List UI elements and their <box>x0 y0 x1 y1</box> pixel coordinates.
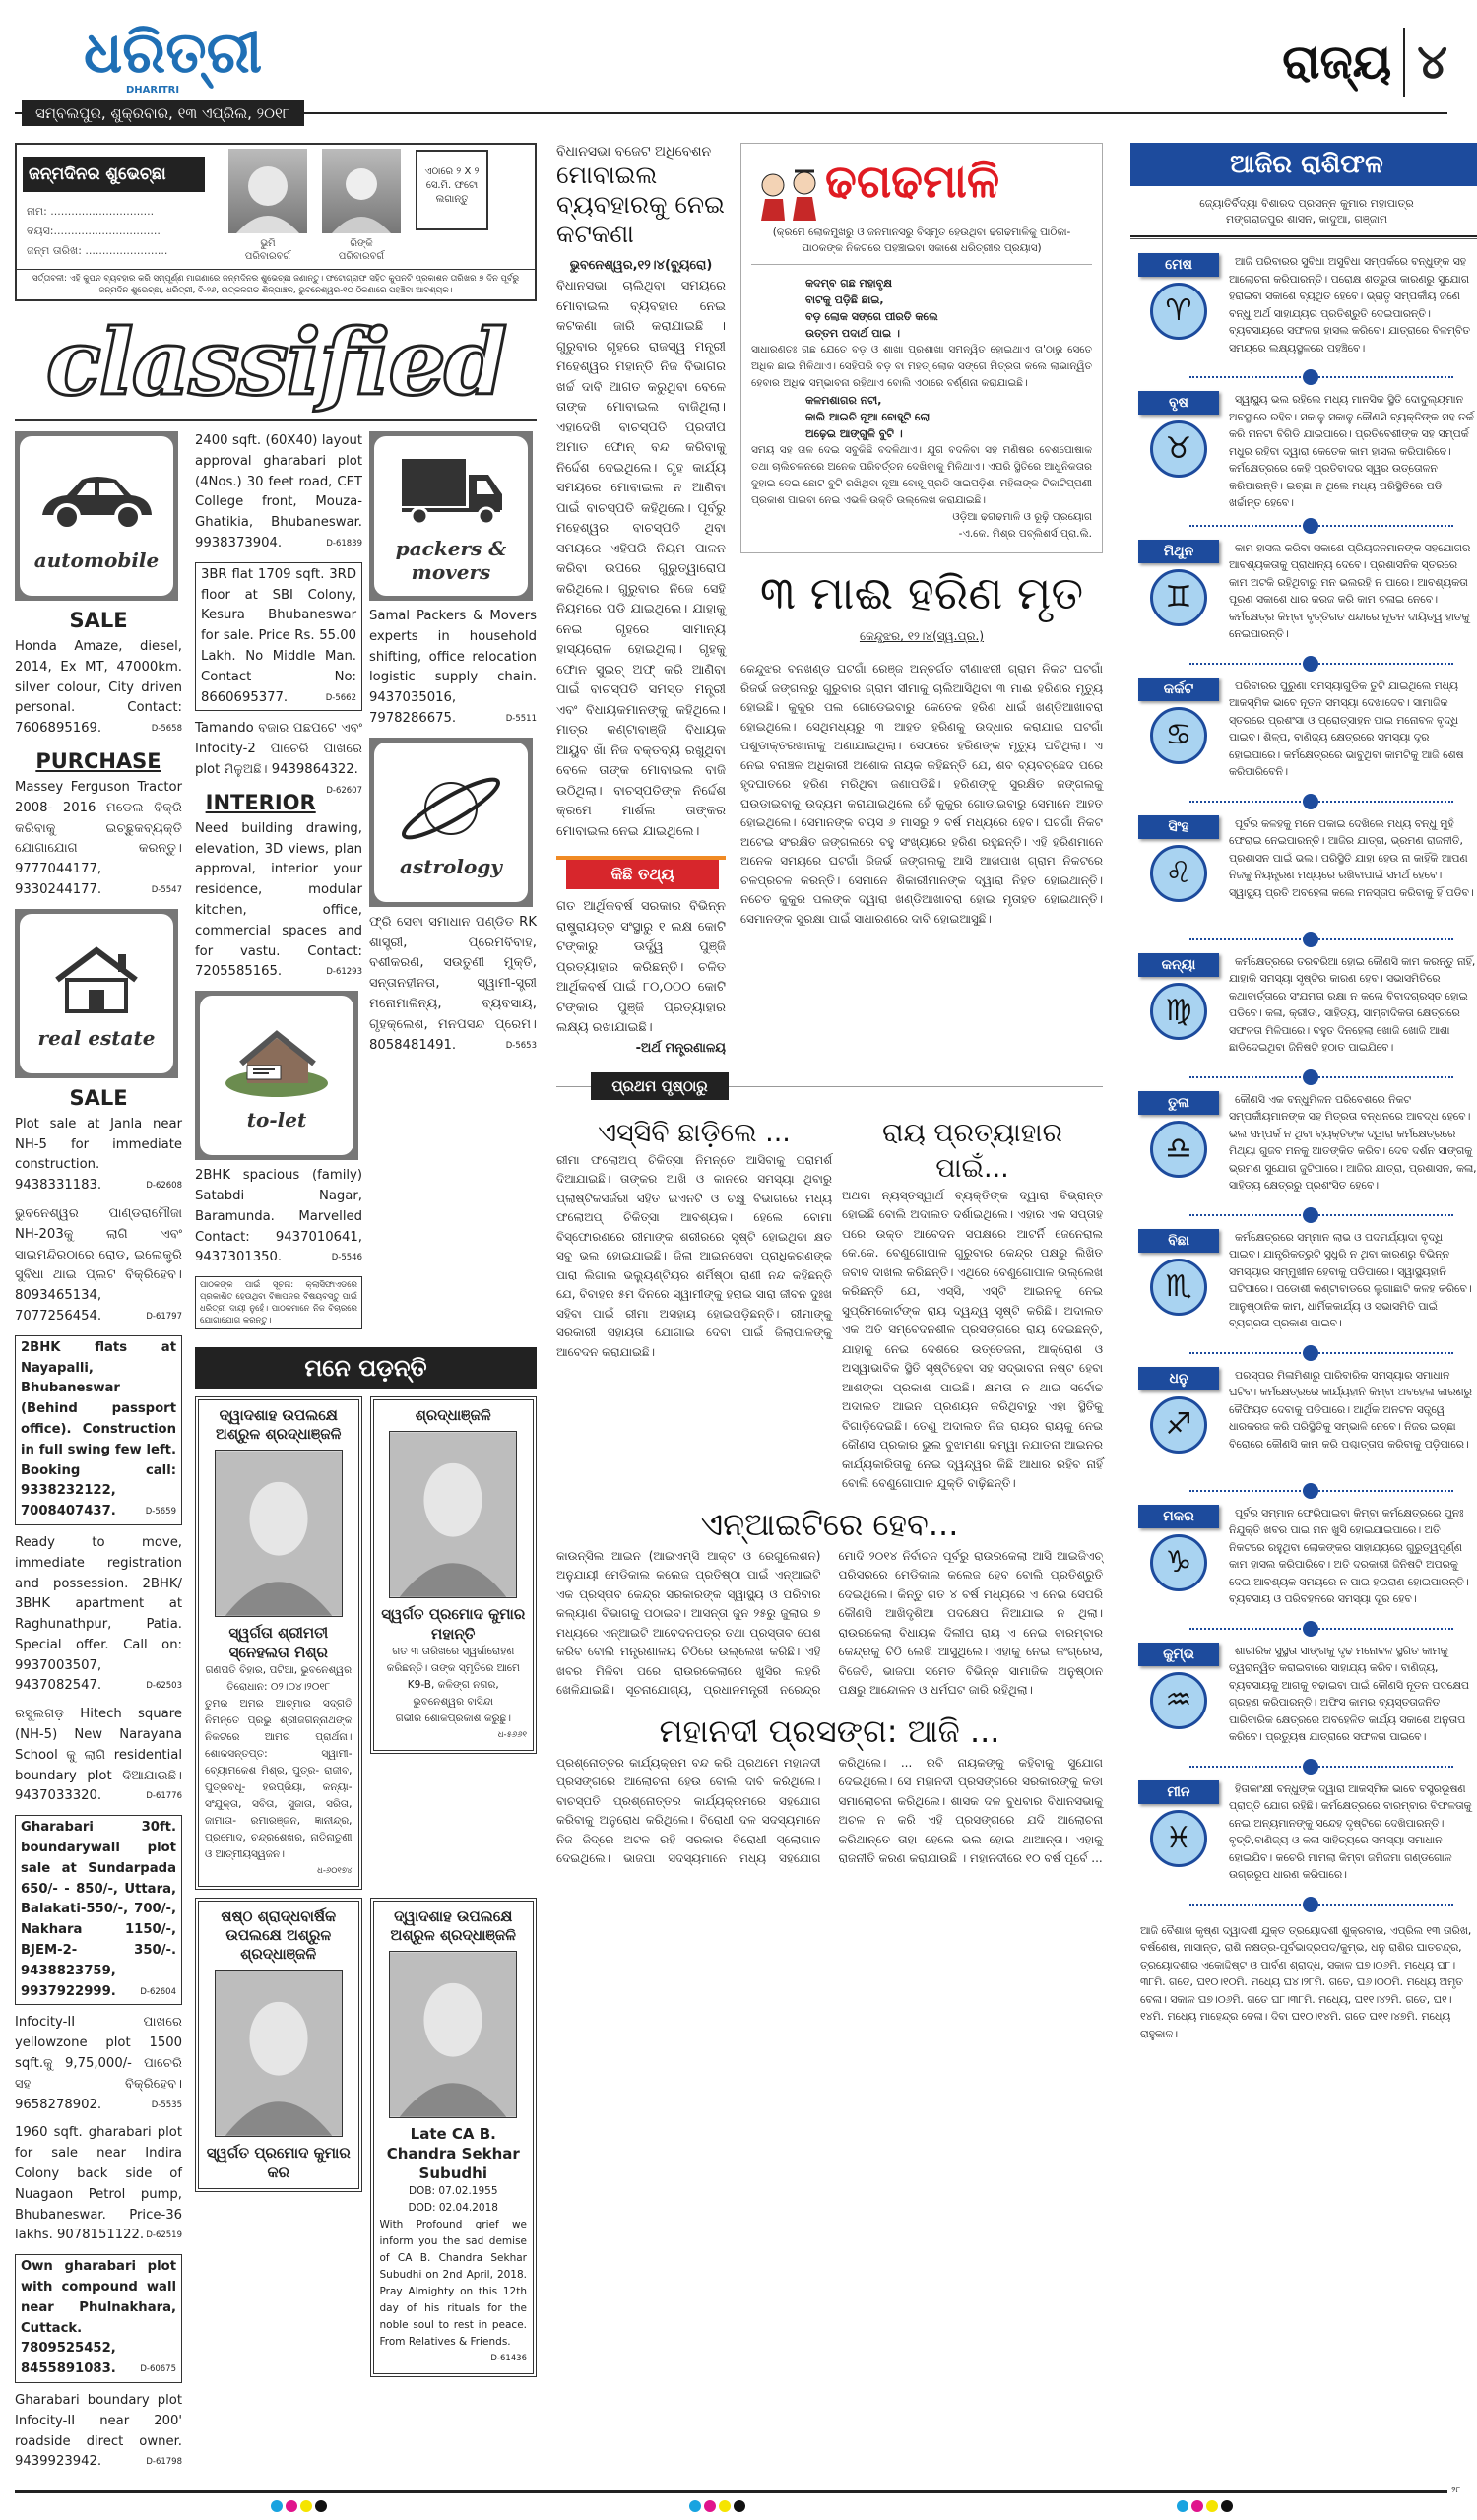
classified-column-3 <box>369 431 537 1064</box>
dharitri-logo: ଧରିତ୍ରୀ <box>84 19 263 86</box>
astrologer-address: ମଙ୍ଗରାଜପୁର ଶାସନ, କାଦୁଆ, ଗଞ୍ଜାମ <box>1225 213 1388 226</box>
ad-text: 2400 sqft. (60X40) layout approval gharabari plot (4Nos.) 30 feet road, CET College front, Mouza-Ghatikia, Bhubaneswar. 9938373904. <box>195 433 362 550</box>
age-field[interactable]: ବୟସ:............................... <box>27 225 161 237</box>
obituary-grid <box>195 1396 537 2377</box>
classified-ad <box>195 819 362 983</box>
sign-3 <box>1130 540 1477 650</box>
classified-ad <box>15 637 182 740</box>
verse-2 <box>751 392 1092 442</box>
article-kicker: ବିଧାନସଭା ବଜେଟ ଅଧିବେଶନ <box>556 144 712 160</box>
article-body: କାଉନ୍‌ସିଲ ଆଇନ (ଆଇଏମ୍‌ସି ଆକ୍ଟ ଓ ରେଗୁଲେଶନ) ଅନୁଯାୟୀ ମେଡିକାଲ କଲେଜ ପ୍ରତିଷ୍ଠା ପାଇଁ ଏନ୍‌ଆଇଟି ଏକ ପ୍ରସ୍ତାବ କେନ୍ଦ୍ର ସରକାରଙ୍କ ସ୍ୱାସ୍ଥ୍ୟ ଓ ପରିବାର କଲ୍ୟାଣ ବିଭାଗକୁ ପଠାଇବ। ଆସନ୍ତା ଜୁନ ୨୫ରୁ ଜୁଲାଇ ୭ ମଧ୍ୟରେ ଏନ୍‌ଆଇଟି ଆବେଦନପତ୍ର ତଥା ପ୍ରସ୍ତାବ ପେଶ କରିବ ବୋଲି ମନ୍ତ୍ରଣାଳୟ ଚିଠିରେ ଉଲ୍ଲେଖ କରିଛି। ଏହି ଖବର ମିଳିବା ପରେ ରାଉରକେଲାରେ ଖୁସିର ଲହରି ଖେଳିଯାଇଛି। ସୂଚନାଯୋଗ୍ୟ, ପ୍ରଧାନମନ୍ତ୍ରୀ ନରେନ୍ଦ୍ର ମୋଦି ୨୦୧୪ ନିର୍ବାଚନ ପୂର୍ବରୁ ରାଉରକେଲା ଆସି ଆଇଜିଏଚ୍ ପରିସରରେ ମେଡିକାଲ କଲେଜ ହେବ ବୋଲି ପ୍ରତିଶ୍ରୁତି ଦେଇଥିଲେ। କିନ୍ତୁ ଗତ ୪ ବର୍ଷ ମଧ୍ୟରେ ଏ ନେଇ ସେପରି କୌଣସି ଆଖିଦୃଶିଆ ପଦକ୍ଷେପ ନିଆଯାଇ ନ ଥିଲା। ରାଉରକେଲା ବିଧାୟକ ଦିଲୀପ ରାୟ ଏ ନେଇ ବାରମ୍ବାର କେନ୍ଦ୍ରକୁ ଚିଠି ଲେଖି ଆସୁଥିଲେ। ଏହାକୁ ନେଇ କଂଗ୍ରେସ, ବିଜେଡି, ଭାଜପା ସମେତ ବିଭିନ୍ନ ସାମାଜିକ ଅନୁଷ୍ଠାନ ପକ୍ଷରୁ ଆନ୍ଦୋଳନ ଓ ଧର୍ମଘଟ ଜାରି ରହିଥିଲା। <box>556 1548 1103 1697</box>
article-body: ଅଥବା ନ୍ୟସ୍ତସ୍ୱାର୍ଥ ବ୍ୟକ୍ତିଙ୍କ ଦ୍ୱାରା ବିଭ୍ରାନ୍ତ ହୋଇଛି ବୋଲି ଅଦାଲତ ଦର୍ଶାଇଥିଲେ। ଏହାର ଏକ ସପ୍ତାହ ପରେ ଉକ୍ତ ଆବେଦନ ସପକ୍ଷରେ ଆଟର୍ନି ଜେନେରାଲ କେ.କେ. ବେଣୁଗୋପାଳ ଗୁରୁବାର କେନ୍ଦ୍ର ପକ୍ଷରୁ ଲିଖିତ ଜବାବ ଦାଖଲ କରିଛନ୍ତି। ଏଥିରେ ବେଣୁଗୋପାଳ ଉଲ୍ଲେଖ କରିଛନ୍ତି ଯେ, ଏସ୍‌ସି, ଏସ୍‌ଟି ଆଇନକୁ ନେଇ ସୁପ୍ରିମକୋର୍ଟଙ୍କ ରାୟ ଦ୍ୱନ୍ଦ୍ୱ ସୃଷ୍ଟି କରିଛି। ଅଦାଲତ ଏକ ଅତି ସମ୍ବେଦନଶୀଳ ପ୍ରସଙ୍ଗରେ ରାୟ ଦେଇଛନ୍ତି, ଯାହାକୁ ନେଇ ଦେଶରେ ଉତ୍ତେଜନା, ଆକ୍ରୋଶ ଓ ଅସ୍ୱାଭାବିକ ସ୍ଥିତି ସୃଷ୍ଟିହେବା ସହ ସଦ୍ଭାବନା ନଷ୍ଟ ହେବା ଆଶଙ୍କା ପ୍ରକାଶ ପାଇଛି। କ୍ଷମତା ନ ଥାଇ ସର୍ବୋଚ୍ଚ ଅଦାଲତ ଆଇନ ପ୍ରଣୟନ କରିଥିବାରୁ ଏହା ସ୍ଥିତିକୁ ବିଗାଡ଼ିଦେଇଛି। ତେଣୁ ଅଦାଲତ ନିଜ ରାୟର ରାୟକୁ ନେଇ କୌଣସ ପ୍ରକାର ଭୁଲ ବୁଝାମଣା କମ୍ୱା ନଯାତନା ଆଇନର କାର୍ଯ୍ୟକାରିତାକୁ ନେଇ ଦ୍ୱନ୍ଦ୍ୱର କିଛି ଆଧାର ରହିବ ନାହିଁ ବୋଲି ବେଣୁଗୋପାଳ ଯୁକ୍ତି ବାଢ଼ିଛନ୍ତି। <box>842 1188 1103 1490</box>
category-heading: SALE <box>69 1085 128 1110</box>
portrait-photo <box>389 1951 517 2118</box>
portrait-photo <box>215 1970 343 2137</box>
ad-text: 1960 sqft. gharabari plot for sale near Indira Colony back side of Nuagaon Petrol pump, Bhubaneswar. Price-36 lakhs. 9078151122. <box>15 2125 182 2243</box>
category-label: automobile <box>33 549 160 572</box>
page-bottom-rule <box>15 2490 1447 2493</box>
classified-ad <box>15 778 182 901</box>
truck-icon <box>392 448 510 533</box>
zodiac-7-icon: ♎ <box>1150 1121 1207 1178</box>
ad-text: Infocity-II ପାଖରେ yellowzone plot 1500 sqft.କୁ 9,75,000/- ପାଚେରି ସହ ବିକ୍ରିହେବ। 9658278902. <box>15 2015 182 2112</box>
house-category-card <box>15 909 178 1078</box>
article-dateline: କେନ୍ଦୁଝର, ୧୨।୪(ସ୍ୱ.ପ୍ର.) <box>859 629 985 643</box>
ad-code: D-5658 <box>151 724 182 735</box>
dotted-separator <box>1130 1203 1477 1227</box>
horoscope-title: ଆଜିର ରାଶିଫଳ <box>1130 143 1477 186</box>
explanation-2: ସମୟ ସହ ତାଳ ଦେଇ ସବୁକିଛି ବଦଳିଥାଏ। ଯୁଗ ବଦଳିବା ସହ ମଣିଷର ବେଶପୋଷାକ ତଥା ଚାଲିଚଳନରେ ଅନେକ ପରିବର୍ତ୍ତନ ଦେଖିବାକୁ ମିଳିଥାଏ। ଏପରି ସ୍ଥିତିରେ ଆଧୁନିକତାର ଦୁହାଇ ଦେଇ ଛୋଟ ବୁଟି ରଖିଥିବା ନୂଆ ବୋହୂ ପ୍ରତି ସାଇପଡ଼ିଶା ମହିଳାଙ୍କ ଟିକାଟିପ୍ପଣୀ ପ୍ରକାଶ ପାଇବା ନେଇ ଏଭଳି ଉକ୍ତି ଉଲ୍ଲେଖ କରାଯାଇଛି। <box>751 444 1092 506</box>
sign-prediction: ପୂର୍ବର ସମ୍ମାନ ଫେରିପାଇବା କିମ୍ବା କର୍ମକ୍ଷେତ୍ରରେ ପୁନଃ ନିଯୁକ୍ତି ଖବର ପାଇ ମନ ଖୁସି ହୋଇଯାଇପାରେ। ଅତି ନିକଟରେ ରହୁଥିବା ଲୋକଙ୍କର ସାହାଯ୍ୟରେ ଗୁରୁତ୍ୱପୂର୍ଣ୍ଣ କାମ ହାସଲ କରିପାରିବେ। ଅତି ଦରକାରୀ ଜିନିଷଟି ଅପରକୁ ଦେଇ ଆବଶ୍ୟକ ସମୟରେ ନ ପାଇ ହଇରାଣ ହୋଇପାରନ୍ତି। ବ୍ୟବସାୟ ଓ ପରିବହନରେ ସମସ୍ୟା ଦୂର ହେବ। <box>1229 1506 1469 1605</box>
section-title: ରାଜ୍ୟ <box>1282 34 1392 90</box>
obituary-card <box>373 1901 535 2374</box>
sign-prediction: କୌଣସି ଏକ ବନ୍ଧୁମିଳନ ପରିବେଶରେ ନିକଟ ସମ୍ପର୍କୀୟମାନଙ୍କ ସହ ମିତ୍ରତା ବନ୍ଧନରେ ଆବଦ୍ଧ ହେବେ। ଭଲ ସମ୍ପର୍କ ନ ଥିବା ବ୍ୟକ୍ତିଙ୍କ ଦ୍ୱାରା କର୍ମକ୍ଷେତ୍ରରେ ମିଥ୍ୟା ଗୁଜବ ମନକୁ ଆତଙ୍କିତ କରିବ। ଦେବ ଦର୍ଶନ ସାଙ୍ଗକୁ ଭ୍ରମଣ ସୁଯୋଗ ଜୁଟିପାରେ। ଆଜିର ଯାତ୍ରା, ପ୍ରଶାସନ, କଳା, ସାହିତ୍ୟ କ୍ଷେତ୍ରରୁ ପ୍ରଶଂସିତ ହେବେ। <box>1229 1092 1477 1192</box>
print-mark: ୨୮ <box>1451 2486 1461 2496</box>
ad-text: Plot sale at Janla near NH-5 for immediate construction. 9438331183. <box>15 1116 182 1194</box>
article-body: ରୀମା ଫଲୋଅପ୍ ଚିକିତ୍ସା ନିମନ୍ତେ ଆସିବାକୁ ପରାମର୍ଶ ଦିଆଯାଇଛି। ତାଙ୍କର ଆଖି ଓ କାନରେ ସମସ୍ୟା ଥିବାରୁ ପ୍ଲାଷ୍ଟିକସର୍ଜରୀ ସହିତ ଇଏନଟି ଓ ଚକ୍ଷୁ ବିଭାଗରେ ମଧ୍ୟ ଫଲୋଅପ୍ ଚିକିତ୍ସା ଆବଶ୍ୟକ। ହେଲେ ବୋମା ବିସ୍ଫୋରଣରେ ରୀମାଙ୍କ ଶରୀରରେ ସୃଷ୍ଟି ହୋଇଥିବା କ୍ଷତ ସବୁ ଭଲ ହୋଇଯାଇଛି। ଜିଲା ଆଇନସେବା ପ୍ରାଧିକରଣଙ୍କ ପାରା ଲିଗାଲ ଭଲ୍ୟୁଣ୍ଟିୟର ଶର୍ମିଷ୍ଠା ରାଣୀ ନନ୍ଦ କହିଛନ୍ତି ଯେ, ବିବାହର ୫ମ ଦିନରେ ସ୍ୱାମୀଙ୍କୁ ହରାଇ ସାରା ଜୀବନ ଦୁଃଖ ସହିବା ପାଇଁ ରୀମା ଅସହାୟ ହୋଇପଡ଼ିଛନ୍ତି। ରୀମାଙ୍କୁ ସରକାରୀ ସହାୟତା ଯୋଗାଇ ଦେବା ପାଇଁ ଜିଲାପାଳଙ୍କୁ ଆବେଦନ କରାଯାଇଛି। <box>556 1152 832 1359</box>
photo2-from: ପରିବାରବର୍ଗ <box>338 251 385 262</box>
obituary-card <box>198 1901 359 2189</box>
sign-prediction: ପୂର୍ବର କଳହକୁ ମନେ ପକାଇ ଦେଖିଲେ ମଧ୍ୟ ବନ୍ଧୁ ମୁହଁ ଫେରାଇ ନେଇପାରନ୍ତି। ଆଜିର ଯାତ୍ରା, ଭ୍ରମଣ ରାଜନୀତି, ପ୍ରଶାସନ ପାଇଁ ଭଲ। ପରିସ୍ଥିତି ଯାହା ହେଉ ନା କାହିଁକି ଆପଣ ନିଜକୁ ନିୟନ୍ତ୍ରଣ ମଧ୍ୟରେ ରଖିବାପାଇଁ ସମର୍ଥ ହେବେ। ସ୍ୱାସ୍ଥ୍ୟ ପ୍ରତି ଅବହେଳା କଲେ ମନସ୍ତାପ କରିବାକୁ ହିଁ ପଡିବ। <box>1229 816 1474 899</box>
verse-line: ବାଟକୁ ପଡ଼ିଛି ଛାଇ, <box>805 293 884 306</box>
reader-notice: ପାଠକଙ୍କ ପାଇଁ ସୂଚନା: କ୍ଲାସିଫାଏଡରେ ପ୍ରକାଶିତ ହେଉଥିବା ବିଜ୍ଞାପନର ବିଷୟବସ୍ତୁ ପାଇଁ ଧରିତ୍ରୀ ଦାୟୀ ନୁହେଁ। ପାଠକମାନେ ନିଜ ବିଚାରରେ ଯୋଗାଯୋଗ କରନ୍ତୁ। <box>195 1276 362 1329</box>
credit-book: ଓଡ଼ିଆ ଢଗଢମାଳି ଓ ରୂଢ଼ି ପ୍ରୟୋଗ <box>952 511 1092 523</box>
deceased-name: ସ୍ୱର୍ଗତ ପ୍ରମୋଦ କୁମାର କର <box>206 2144 351 2182</box>
sign-2 <box>1130 391 1477 512</box>
sign-prediction: କାମ ହାସଲ କରିବା ସକାଶେ ପ୍ରିୟଜନମାନଙ୍କ ସହଯୋଗର ଆବଶ୍ୟକତାକୁ ପ୍ରାଧାନ୍ୟ ଦେବେ। ପ୍ରଶାସନିକ ସ୍ତରରେ କାମ ଅଟକି ରହିଥିବାରୁ ମନ ଭଲରହି ନ ପାରେ। ଆବଶ୍ୟକତା ପୂରଣ ସକାଶେ ଧାର କରଜ କରି କାମ ଚଳାଇ ନେବେ। କର୍ମକ୍ଷେତ୍ର କିମ୍ବା ବୃତ୍ତିଗତ ଧନ୍ଦାରେ ନୂତନ ଦାୟିତ୍ୱ ହାତକୁ ନେଇପାରନ୍ତି। <box>1229 541 1471 640</box>
article-body: ପ୍ରଶ୍ନୋତ୍ତର କାର୍ଯ୍ୟକ୍ରମ ବନ୍ଦ କରି ପ୍ରଥମେ ମହାନଦୀ ପ୍ରସଙ୍ଗରେ ଆଲୋଚନା ହେଉ ବୋଲି ଦାବି କରିଥିଲେ। ବାଚସ୍ପତି ପ୍ରଶ୍ନୋତ୍ତର କାର୍ଯ୍ୟକ୍ରମରେ ସହଯୋଗ କରିବାକୁ ଅନୁରୋଧ କରିଥିଲେ। ବିରୋଧୀ ଦଳ ସଦସ୍ୟମାନେ ନିଜ ଜିଦ୍‌ରେ ଅଟଳ ରହି ସରକାର ବିରୋଧୀ ସ୍ଲୋଗାନ ଦେଇଥିଲେ। ଭାଜପା ସଦସ୍ୟମାନେ ମଧ୍ୟ ସହଯୋଗ କରିଥିଲେ। ... ରବି ନାୟକଙ୍କୁ କହିବାକୁ ସୁଯୋଗ ଦେଇଥିଲେ। ସେ ମହାନଦୀ ପ୍ରସଙ୍ଗରେ ସରକାରଙ୍କୁ କଡା ସମାଲୋଚନା କରିଥିଲେ। ଶାସକ ଦଳ ବୁଧବାର ବିଧାନସଭାକୁ ଅଚଳ ନ କରି ଏହି ପ୍ରସଙ୍ଗରେ ଯଦି ଆଲୋଚନା କରିଥାନ୍ତେ ତାହା ହେଲେ ଭଲ ହୋଇ ଥାଆନ୍ତା। ଏହାକୁ ରାଜନୀତି କରଣ କରାଯାଉଛି । ମହାନଦୀରେ ୧୦ ବର୍ଷ ପୂର୍ବେ ... <box>556 1755 1103 1865</box>
registration-magenta-dot <box>1191 2500 1203 2512</box>
obituary-card <box>373 1399 535 1751</box>
continued-story-mahanadi <box>556 1709 1103 1869</box>
article-headline: ରାୟ ପ୍ରତ୍ୟାହାର ପାଇଁ... <box>881 1117 1063 1184</box>
classified-ad <box>15 2391 182 2473</box>
registration-cyan-dot <box>1177 2500 1188 2512</box>
obituary-line: ଗଭୀର ଶୋକପ୍ରକାଶ କରୁଛୁ। <box>395 1712 511 1725</box>
ad-code: ଧ-୫୬୬୧ <box>497 1730 527 1741</box>
ad-text: ଫ୍ରି ସେବା ସମାଧାନ ପଣ୍ଡିତ RK ଶାସ୍ତ୍ରୀ, ପ୍ରେମବିବାହ, ବଶୀକରଣ, ସଉତୁଣୀ ମୁକ୍ତି, ସନ୍ତାନହୀନତା, ସ୍ୱାମୀ-ସ୍ତ୍ରୀ ମନୋମାଳିନ୍ୟ, ବ୍ୟବସାୟ, ଗୃହକ୍ଲେଶ, ମନପସନ୍ଦ ପ୍ରେମ। 8058481491. <box>369 914 537 1053</box>
dharitri-logo-english: DHARITRI <box>126 85 180 96</box>
sign-name: ତୁଳା <box>1138 1091 1219 1115</box>
zodiac-11-icon: ♒ <box>1150 1672 1207 1729</box>
ad-code: D-5511 <box>505 713 537 724</box>
obituary-card <box>198 1399 359 1887</box>
horoscope-section <box>1130 138 1477 2046</box>
classified-ad <box>15 1533 182 1697</box>
verse-line: ବଡ଼ ଲୋକ ସଙ୍ଗେ ପୀରତି କଲେ <box>805 310 938 323</box>
horoscope-rule <box>1130 235 1477 239</box>
ad-code: ଧ-୬୦୧୭୪ <box>317 1866 353 1877</box>
left-zone <box>15 138 537 2481</box>
child-photo <box>228 149 307 233</box>
sign-4 <box>1130 678 1477 788</box>
ad-text: 2BHK flats at Nayapalli, Bhubaneswar (Behind passport office). Construction in full swing few left. Booking call: 9338232122, 7008407437. <box>21 1339 176 1519</box>
classified-ad <box>195 562 362 712</box>
dotted-separator <box>1130 928 1477 951</box>
ad-code: D-61839 <box>326 538 362 549</box>
verse-1 <box>751 275 1092 342</box>
article-headline: ଏନ୍‌ଆଇଟିରେ ହେବ... <box>700 1505 959 1543</box>
ad-code: D-61797 <box>146 1311 182 1322</box>
ad-text: Gharabari boundary plot Infocity-II near 200' roadside direct owner. 9439923942. <box>15 2392 182 2470</box>
zodiac-4-icon: ♋ <box>1150 707 1207 764</box>
ad-text: Ready to move, immediate registration and possession. 2BHK/ 3BHK apartment at Raghunathpur, Patia. Special offer. Call on: 9937003507, 9437082547. <box>15 1534 182 1694</box>
dotted-separator <box>1130 790 1477 813</box>
ad-code: D-62608 <box>146 1181 182 1192</box>
ad-code: D-61776 <box>146 1791 182 1802</box>
obituary-line: ଗଣପତି ବିହାର, ପଟିଆ, ଭୁବନେଶ୍ୱର <box>205 1664 353 1677</box>
truck-category-card <box>369 431 533 601</box>
sign-name: ମିଥୁନ <box>1138 540 1219 563</box>
dhagadamali-box <box>740 143 1103 553</box>
sign-prediction: ପରିବାରର ପୁରୁଣା ସମସ୍ୟାଗୁଡିକ ତୁଟି ଯାଇଥିଲେ ମଧ୍ୟ ଆକସ୍ମିକ ଭାବେ ନୂତନ ସମସ୍ୟା ଦେଖାଦେବ। ସାମାଜିକ ସ୍ତରରେ ପ୍ରଶଂସା ଓ ପ୍ରୋତ୍ସାହନ ପାଇ ମନୋବଳ ବୃଦ୍ଧି ପାଇବ। ଶିଳ୍ପ, ବାଣିଜ୍ୟ କ୍ଷେତ୍ରରେ ସମସ୍ୟା ଦୂର ହୋଇପାରେ। କର୍ମକ୍ଷେତ୍ରରେ ଭାବୁଥିବା କାମଟିକୁ ଆଜି ଶେଷ କରିପାରିବେନି। <box>1229 678 1464 778</box>
obituary-line: ତିରୋଧାନ: ୦୨।୦୪।୨୦୧୮ <box>226 1681 331 1694</box>
page-body <box>0 138 1477 2481</box>
classified-ad <box>195 431 362 554</box>
zodiac-6-icon: ♍ <box>1150 983 1207 1040</box>
article-headline: ଏସ୍‌ସିବି ଛାଡ଼ିଲେ ... <box>598 1117 791 1148</box>
verse-line: କଳମଶାଗର ନଟୀ, <box>805 394 882 407</box>
classified-ad <box>369 607 537 730</box>
classified-ad <box>15 2013 182 2115</box>
classified-ad <box>15 1115 182 1196</box>
ad-code: D-61436 <box>490 2354 527 2364</box>
ad-code: D-5547 <box>151 884 182 895</box>
sign-name: ବୃଷ <box>1138 391 1219 415</box>
astrologer-name: ଜ୍ୟୋତିର୍ବିଦ୍ୟା ବିଶାରଦ ପ୍ରସନ୍ନ କୁମାର ମହାପାତ୍ର <box>1199 197 1414 210</box>
cartoon-faces-icon <box>755 163 824 221</box>
ad-code: D-5662 <box>325 692 356 703</box>
center-zone <box>556 138 1103 1869</box>
dotted-separator <box>1130 1479 1477 1503</box>
obituary-line: ଭୁବନେଶ୍ୱର ବାସିନ୍ଦା <box>413 1696 494 1709</box>
registration-magenta-dot <box>286 2500 297 2512</box>
sign-6 <box>1130 953 1477 1064</box>
photo-placeholder-box: ଏଠାରେ ୨ X ୨ ସେ.ମି. ଫଟୋ ଲଗାନ୍ତୁ <box>416 150 488 230</box>
classified-ad <box>15 1335 182 1525</box>
ad-code: D-62519 <box>146 2230 182 2241</box>
article-body: ବିଧାନସଭା ଚାଲିଥିବା ସମୟରେ ମୋବାଇଲ ବ୍ୟବହାର ନେଇ କଟକଣା ଜାରି କରାଯାଇଛି । ଗୁରୁବାର ଗୃହରେ ରାଜସ୍ୱ ମନ୍ତ୍ରୀ ମହେଶ୍ୱର ମହାନ୍ତି ନିଜ ବିଭାଗର ଖର୍ଚ୍ଚ ଦାବି ଆଗତ କରୁଥିବା ବେଳେ ତାଙ୍କ ମୋବାଇଲ ବାଜିଥିଲା। ଏହାଦେଖି ବାଚସ୍ପତି ପ୍ରଦୀପ ଅମାତ ଫୋନ୍ ବନ୍ଦ କରିବାକୁ ନିର୍ଦ୍ଦେଶ ଦେଇଥିଲେ। ଗୃହ କାର୍ଯ୍ୟ ସମୟରେ ମୋବାଇଲ ନ ଆଣିବା ପାଇଁ ବାଚସ୍ପତି କହିଥିଲେ। ପୂର୍ବରୁ ମହେଶ୍ୱର ବାଚସ୍ପତି ଥିବା ସମୟରେ ଏହିପରି ନିୟମ ପାଳନ କରିବା ଉପରେ ଗୁରୁତ୍ୱାରୋପ କରିଥିଲେ। ଗୁରୁବାର ନିଜେ ସେହି ନିୟମରେ ପଡି ଯାଇଥିଲେ। ଯାହାକୁ ନେଇ ଗୃହରେ ସାମାନ୍ୟ ହାସ୍ୟରୋଳ ହୋଇଥିଲା। ଗୃହକୁ ଫୋନ ସୁଇଚ୍ ଅଫ୍ କରି ଆଣିବା ପାଇଁ ବାଚସ୍ପତି ସମସ୍ତ ମନ୍ତ୍ରୀ ଏବଂ ବିଧାୟକମାନଙ୍କୁ କହିଥିଲେ। ମାତ୍ର କଣ୍ଟାବାଞ୍ଜି ବିଧାୟକ ଆୟୁବ ଖାଁ ନିଜ ବକ୍ତବ୍ୟ ରଖୁଥିବା ବେଳେ ତାଙ୍କ ମୋବାଇଲ ବାଜି ଉଠିଥିଲା। ବାଚସ୍ପତିଙ୍କ ନିର୍ଦ୍ଦେଶ କ୍ରମେ ମାର୍ଶଲ ତାଙ୍କର ମୋବାଇଲ ନେଇ ଯାଇଥିଲେ। <box>556 279 726 839</box>
category-label: packers & movers <box>395 537 507 584</box>
birthday-coupon <box>15 143 537 301</box>
ad-text: 2BHK spacious (family) Satabdi Nagar, Baramunda. Marvelled Contact: 9437010641, 9437301350. <box>195 1168 362 1265</box>
article-dateline: ଭୁବନେଶ୍ୱର,୧୨।୪(ବ୍ୟୁରୋ) <box>569 258 713 273</box>
facts-body: ଗତ ଆର୍ଥିକବର୍ଷ ସରକାର ବିଭିନ୍ନ ରାଷ୍ଟ୍ରାୟତ୍ତ ସଂସ୍ଥାରୁ ୧ ଲକ୍ଷ କୋଟି ଟଙ୍କାରୁ ଊର୍ଦ୍ଧ୍ୱ ପୁଞ୍ଜି ପ୍ରତ୍ୟାହାର କରିଛନ୍ତି। ଚଳିତ ଆର୍ଥିକବର୍ଷ ପାଇଁ ୮୦,୦୦୦ କୋଟି ଟଙ୍କାର ପୁଞ୍ଜି ପ୍ରତ୍ୟାହାର ଲକ୍ଷ୍ୟ ରଖାଯାଇଛି। <box>556 899 726 1035</box>
sign-11 <box>1130 1643 1477 1753</box>
facts-source: -ଅର୍ଥ ମନ୍ତ୍ରଣାଳୟ <box>635 1040 726 1056</box>
obituary-line: ଗତ ୩ ତାରିଖରେ ସ୍ୱର୍ଗାରୋହଣ କରିଛନ୍ତି। ତାଙ୍କ ସ୍ମୃତିରେ ଆମେ <box>386 1646 520 1675</box>
continued-story-scb <box>556 1116 832 1363</box>
car-category-card <box>15 431 178 601</box>
ad-text: Gharabari 30ft. boundarywall plot sale at Sundarpada 650/- - 850/-, Uttara, Balakati-550/-, 700/-, Nakhara 1150/-, BJEM-2- 350/-. 9438823759, 9937922999. <box>21 1820 176 1999</box>
deceased-name: ସ୍ୱର୍ଗତା ଶ୍ରୀମତୀ ସ୍ନେହଲତା ମିଶ୍ର <box>228 1624 329 1662</box>
sign-list <box>1130 253 1477 1916</box>
obituary-header: ଷଷ୍ଠ ଶ୍ରାଦ୍ଧବାର୍ଷିକ ଉପଲକ୍ଷେ ଅଶ୍ରୁଳ ଶ୍ରଦ୍ଧାଞ୍ଜଳି <box>221 1907 337 1964</box>
classified-ad <box>195 1166 362 1268</box>
sign-name: କର୍କଟ <box>1138 678 1219 701</box>
zodiac-5-icon: ♌ <box>1150 845 1207 902</box>
woman-photo <box>322 149 401 233</box>
ad-code: D-62607 <box>326 785 362 796</box>
ad-text: Honda Amaze, diesel, 2014, Ex MT, 47000km. silver colour, City driven personal. Contact: 7606895169. <box>15 639 182 737</box>
classified-ad <box>15 1815 182 2005</box>
dotted-separator <box>1130 1617 1477 1641</box>
zodiac-1-icon: ♈ <box>1150 283 1207 340</box>
sign-name: କନ୍ୟା <box>1138 953 1219 977</box>
ad-code: D-60675 <box>140 2364 176 2375</box>
ad-code: D-62604 <box>140 1986 176 1997</box>
photo1-from: ପରିବାରବର୍ଗ <box>244 251 291 262</box>
dotted-separator <box>1130 1755 1477 1778</box>
birthday-title: ଜନ୍ମଦିନର ଶୁଭେଚ୍ଛା <box>23 157 205 192</box>
continued-story-verdict <box>842 1116 1103 1494</box>
car-icon <box>37 460 156 545</box>
obituary-header: ଦ୍ୱାଦଶାହ ଉପଲକ୍ଷେ ଅଶ୍ରୁଳ ଶ୍ରଦ୍ଧାଞ୍ଜଳି <box>216 1406 342 1444</box>
registration-cyan-dot <box>271 2500 283 2512</box>
sign-name: ମେଷ <box>1138 253 1219 277</box>
sign-8 <box>1130 1229 1477 1339</box>
category-heading: SALE <box>69 609 128 632</box>
obituary-line: K9-B, କଳିଙ୍ଗ ନଗର, <box>407 1679 499 1692</box>
obituary-header: ଦ୍ୱାଦଶାହ ଉପଲକ୍ଷେ ଅଶ୍ରୁଳ ଶ୍ରଦ୍ଧାଞ୍ଜଳି <box>390 1907 516 1945</box>
registration-black-dot <box>1221 2500 1233 2512</box>
truck-card-inner <box>374 436 528 596</box>
registration-yellow-dot <box>300 2500 312 2512</box>
ad-text: ଭୁବନେଶ୍ୱର ପାଣ୍ଡରାମୌଜା NH-203କୁ ଲାଗି ଏବଂ ସାଇମନ୍ଦିରଠାରେ ରୋଡ, ଇଲେକ୍ଟ୍ରି ସୁବିଧା ଥାଇ ପ୍ଲଟ ବିକ୍ରିହେବ। 8093465134, 7077256454. <box>15 1205 182 1324</box>
ad-code: D-5653 <box>505 1040 537 1051</box>
birthday-terms: ସର୍ତ୍ତାବଳୀ: ଏହି କୁପନ ବ୍ୟବହାର କରି ସମ୍ପୂର୍ଣ୍ଣ ମାଗଣାରେ ଜନ୍ମଦିନର ଶୁଭେଚ୍ଛା ଜଣାନ୍ତୁ। ଫଟୋଗ୍ରାଫ ସହିତ କୁପନଟି ପ୍ରକାଶନ ତାରିଖର ୭ ଦିନ ପୂର୍ବରୁ ଜନ୍ମଦିନ ଶୁଭେଚ୍ଛା, ଧରିତ୍ରୀ, ବି-୨୬, ଉତ୍କଳଗଡ ଶିଳ୍ପାଞ୍ଚଳ, ଭୁବନେଶ୍ୱର-୧୦ ଠିକଣାରେ ପହଞ୍ଚିବା ଆବଶ୍ୟକ। <box>17 269 535 299</box>
article-headline: ମହାନଦୀ ପ୍ରସଙ୍ଗ: ଆଜି ... <box>659 1712 1000 1750</box>
sign-name: ବିଛା <box>1138 1229 1219 1253</box>
sign-9 <box>1130 1367 1477 1477</box>
sign-1 <box>1130 253 1477 363</box>
classified-ad <box>195 719 362 796</box>
tolet-category-card <box>195 991 358 1160</box>
classified-ad <box>15 1204 182 1327</box>
house-card-inner <box>20 914 173 1073</box>
sign-prediction: ଶାରୀରିକ ସୁସ୍ଥତା ସାଙ୍ଗକୁ ଦୃଢ ମନୋବଳ ସ୍ଥଗିତ କାମକୁ ତ୍ୱରାନ୍ୱିତ କରାଇବାରେ ସାହାଯ୍ୟ କରିବ। ବାଣିଜ୍ୟ, ବ୍ୟବସାୟକୁ ଆଗକୁ ବଢାଇବା ପାଇଁ କୌଣସି ନୂତନ ପଦକ୍ଷେପ ଗ୍ରହଣ କରିପାରନ୍ତି। ଅଫିସ କାମର ବ୍ୟସ୍ତତାଜନିତ ପାରିବାରିକ କ୍ଷେତ୍ରରେ ଅବହେଳିତ କାର୍ଯ୍ୟ ସକାଶେ ଅନୁତାପ କରିବେ। ପ୍ରତ୍ୟୁଷ ଯାତ୍ରାରେ ସଫଳତା ପାଇବେ। <box>1229 1644 1470 1743</box>
section-divider <box>1403 28 1405 97</box>
ad-text: Samal Packers & Movers experts in household shifting, office relocation logistic supply chain. 9437035016, 7978286675. <box>369 609 537 726</box>
obituary-header: ଶ୍ରଦ୍ଧାଞ୍ଜଳି <box>415 1406 491 1425</box>
dhagadamali-subtitle: (କ୍ରମେ ଲୋକମୁଖରୁ ଓ ଜନମାନସରୁ ବିସ୍ମୃତ ହେଉଥିବା ଢଗଢମାଳିକୁ ପାଠିକା-ପାଠକଙ୍କ ନିକଟରେ ପହଞ୍ଚାଇବା ସକାଶେ ଧରିତ୍ରୀର ପ୍ରୟାସ) <box>772 226 1071 254</box>
ad-code: D-5535 <box>151 2100 182 2110</box>
obituary-line: ତୁମର ଅମର ଆତ୍ମାର ସଦ୍‌ଗତି ନିମନ୍ତେ ପ୍ରଭୁ ଶ୍ରୀଜଗନ୍ନାଥଙ୍କ ନିକଟରେ ଆମର ପ୍ରାର୍ଥନା। ଶୋକସନ୍ତପ୍ତ: ସ୍ୱାମୀ- ବ୍ୟୋମକେଶ ମିଶ୍ର, ପୁତ୍ର- ରାଜୀବ, ପୁତ୍ରବଧୂ- ହରପ୍ରିୟା, କନ୍ୟା- ସଂଯୁକ୍ତା, ସବିତା, ସୁଜାତା, ସରିତା, ଜାମାତା- ରମାରଞ୍ଜନ, ଜ୍ଞାନୀନ୍ଦ୍ର, ପ୍ରମୋଦ, ଚନ୍ଦ୍ରଶେଖର, ନାତିନାତୁଣୀ ଓ ଆତ୍ମୀୟସ୍ୱଜନ। <box>205 1698 353 1861</box>
zodiac-10-icon: ♑ <box>1150 1534 1207 1591</box>
planet-category-card <box>369 738 533 907</box>
registration-black-dot <box>315 2500 327 2512</box>
dotted-separator <box>1130 514 1477 538</box>
planet-icon <box>392 766 510 851</box>
sign-name: ସିଂହ <box>1138 815 1219 839</box>
obituary-line: With Profound grief we inform you the sad demise of CA B. Chandra Sekhar Subudhi on 2nd April, 2018. Pray Almighty on this 12th day of his rituals for the noble soul to rest in peace. From Relatives & Friends. <box>379 2219 527 2349</box>
tolet-card-inner <box>200 996 353 1155</box>
verse-line: ଅଢ଼େଇ ଆଙ୍ଗୁଳି ବୁଟି । <box>805 427 903 440</box>
ad-code: D-61798 <box>146 2457 182 2468</box>
category-heading: INTERIOR <box>205 790 316 814</box>
registration-cyan-dot <box>689 2500 701 2512</box>
ad-text: Massey Ferguson Tractor 2008- 2016 ମଡେଲ ବିକ୍ରି କରିବାକୁ ଇଚ୍ଛୁକବ୍ୟକ୍ତି ଯୋଗାଯୋଗ କରନ୍ତୁ। 9777044177, 9330244177. <box>15 779 182 897</box>
sign-7 <box>1130 1091 1477 1201</box>
ad-text: Tamando ବଜାର ପଛପଟେ ଏବଂ Infocity-2 ପାଚେରି ପାଖରେ plot ମିଳୁଅଛି। 9439864322. <box>195 721 362 777</box>
registration-yellow-dot <box>719 2500 731 2512</box>
sign-12 <box>1130 1780 1477 1891</box>
credit-publisher: -ଏ.କେ. ମିଶ୍ର ପବ୍ଲିଶର୍ସ ପ୍ରା.ଲି. <box>958 528 1092 540</box>
ad-text: Own gharabari plot with compound wall near Phulnakhara, Cuttack. 7809525452, 8455891083. <box>21 2259 176 2377</box>
ad-code: D-62503 <box>146 1681 182 1692</box>
dotted-separator <box>1130 652 1477 676</box>
category-heading: PURCHASE <box>35 748 161 773</box>
portrait-photo <box>389 1431 517 1598</box>
classified-banner: classified <box>15 305 537 421</box>
ad-code: D-5659 <box>145 1507 176 1518</box>
classified-column-1 <box>15 431 182 2481</box>
ad-code: D-61293 <box>326 967 362 978</box>
mobile-ban-article <box>556 143 726 842</box>
sign-name: ମୀନ <box>1138 1780 1219 1804</box>
page-footer <box>0 2486 1477 2520</box>
sign-prediction: କର୍ମକ୍ଷେତ୍ରରେ ସମ୍ମାନ ଲାଭ ଓ ପଦମର୍ଯ୍ୟାଦା ବୃଦ୍ଧି ପାଇବ। ଯାନ୍ତ୍ରିକତ୍ରୁଟି ସୁଧୁରି ନ ଥିବା କାରଣରୁ ବିଭିନ୍ନ ସମସ୍ୟାର ସମ୍ମୁଖୀନ ହେବାକୁ ପଡିପାରେ। ସ୍ୱାସ୍ଥ୍ୟହାନି ଘଟିପାରେ। ପଡୋଶୀ କଣ୍ଟାବାଡରେ ଲୁଗାଛାଟି କଳହ କରିବେ। ଆନୁଷ୍ଠାନିକ କାମ, ଧାର୍ମିକକାର୍ଯ୍ୟ ଓ ସଭାସମିତି ପାଇଁ ବ୍ୟଗ୍ରତା ପ୍ରକାଶ ପାଇବ। <box>1229 1230 1472 1329</box>
birthdate-field[interactable]: ଜନ୍ମ ତାରିଖ: ........................ <box>27 244 168 257</box>
obituary-line: DOB: 07.02.1955 <box>408 2185 498 2198</box>
dotted-separator <box>1130 365 1477 389</box>
category-label: astrology <box>400 854 502 878</box>
obituary-line: DOD: 02.04.2018 <box>408 2202 498 2215</box>
sign-prediction: ହିତାକାଂକ୍ଷୀ ବନ୍ଧୁଙ୍କ ଦ୍ୱାରା ଆକସ୍ମିକ ଭାବେ ବସ୍ତ୍ରଭୂଷଣ ପ୍ରାପ୍ତି ଯୋଗ ରହିଛି। କର୍ମକ୍ଷେତ୍ରରେ ବାରମ୍ବାର ବିଫଳତାକୁ ନେଇ ଅନ୍ୟମାନଙ୍କୁ ସନ୍ଦେହ ଦୃଷ୍ଟିରେ ଦେଖିପାରନ୍ତି। ବୃତ୍ତି,ବାଣିଜ୍ୟ ଓ କଳା ସାହିତ୍ୟରେ ସମସ୍ୟା ସମାଧାନ ହୋଇଯିବ। କଚେରି ମାମଲା କିମ୍ବା ଜମିଜମା ଗଣ୍ଡଗୋଳ ଉଗ୍ରରୂପ ଧାରଣ କରିପାରେ। <box>1229 1781 1472 1881</box>
zodiac-12-icon: ♓ <box>1150 1810 1207 1867</box>
dotted-separator <box>1130 1893 1477 1916</box>
dotted-separator <box>1130 1341 1477 1365</box>
ad-text: Need building drawing, elevation, 3D views, plan approval, interior your residence, modular kitchen, office, commercial spaces and for vastu. Contact: 7205585165. <box>195 820 362 980</box>
planet-card-inner <box>374 743 528 902</box>
photo2-name: ରିଙ୍କି <box>350 238 373 249</box>
sign-prediction: ସ୍ୱାସ୍ଥ୍ୟ ଭଲ ରହିଲେ ମଧ୍ୟ ମାନସିକ ସ୍ଥିତି ଦୋଦୁଲ୍ୟମାନ ଅବସ୍ଥାରେ ରହିବ। ସକାଳୁ ସକାଳୁ କୌଣସି ବ୍ୟକ୍ତିଙ୍କ ସହ ତର୍କ କରି ମନଟା ବିଗିଡି ଯାଇପାରେ। ପ୍ରତିବେଶୀଙ୍କ ସହ ସମ୍ପର୍କ ମଧୁର ରହିବା ଦ୍ୱାରା କେତେକ କାମ ହାସଲ କରିପାରିବେ। କର୍ମକ୍ଷେତ୍ରରେ କେହି ପ୍ରତିବାଦର ସ୍ୱର ଉତ୍ତୋଳନ କରିପାରନ୍ତି। ଇଚ୍ଛା ନ ଥିଲେ ମଧ୍ୟ ପରିସ୍ଥିତିରେ ପଡି ଖର୍ଚ୍ଚାନ୍ତ ହେବେ। <box>1229 393 1474 509</box>
tolet-icon <box>218 1019 336 1104</box>
panjika-text: ଆଜି ବୈଶାଖ କୃଷ୍ଣ ଦ୍ୱାଦଶୀ ଯୁକ୍ତ ତ୍ରୟୋଦଶୀ ଶୁକ୍ରବାର, ଏପ୍ରିଲ ୧୩ ତାରିଖ, ବର୍ଷଶେଷ, ମାସାନ୍ତ, ରାଶି ନକ୍ଷତ୍ର-ପୂର୍ବଭାଦ୍ରପଦ/କୁମ୍ଭ, ଧନୁ ରାଶିର ଘାତଚନ୍ଦ୍ର, ତ୍ରୟୋଦଶୀର ଏକୋଦ୍ଦିଷ୍ଟ ଓ ପାର୍ବଣ ଶ୍ରାଦ୍ଧ, ସକାଳ ଘ୭।୦୬ମି. ମଧ୍ୟେ ଘ୮।୩୮ମି. ଗତେ, ଘ୧୦।୧୦ମି. ମଧ୍ୟେ ଘ୪।୨୮ମି. ଗତେ, ଘ୬।୦୦ମି. ମଧ୍ୟେ ଅମୃତ ବେଳା। ସକାଳ ଘ୭।୦୬ମି. ଗତେ ଘ୮।୩୮ମି. ମଧ୍ୟେ, ଘ୧୧।୪୨ମି. ଗତେ, ଘ୧।୧୪ମି. ମଧ୍ୟେ ମାହେନ୍ଦ୍ର ବେଳା। ଦିବା ଘ୧୦।୧୪ମି. ଗତେ ଘ୧୧।୪୭ମି. ମଧ୍ୟେ ରାହୁକାଳ। <box>1140 1923 1472 2040</box>
zodiac-2-icon: ♉ <box>1150 420 1207 478</box>
registration-magenta-dot <box>704 2500 716 2512</box>
verse-line: କଦମ୍ବ ଗଛ ମହାବୃକ୍ଷ <box>805 277 893 290</box>
ad-text: ରସୁଲଗଡ଼ Hitech square (NH-5) New Narayana School କୁ ଲାଗି residential boundary plot ଦିଆଯାଉଛି। 9437033320. <box>15 1707 182 1804</box>
sign-name: ଧନୁ <box>1138 1367 1219 1390</box>
remembrance-banner: ମନେ ପଡ଼ନ୍ତି <box>195 1347 537 1389</box>
continued-story-nit <box>556 1502 1103 1701</box>
zodiac-8-icon: ♏ <box>1150 1259 1207 1316</box>
deceased-name: ସ୍ୱର୍ଗତ ପ୍ରମୋଦ କୁମାର ମହାନ୍ତି <box>381 1605 526 1644</box>
from-front-page-label: ପ୍ରଥମ ପୃଷ୍ଠାରୁ <box>591 1072 729 1100</box>
ad-code: D-5546 <box>331 1253 362 1263</box>
dotted-separator <box>1130 1066 1477 1089</box>
dhagadamali-title: ଢଗଢମାଳି <box>825 155 1000 208</box>
classified-ad <box>15 2123 182 2246</box>
classified-ad <box>369 913 537 1057</box>
article-body: କେନ୍ଦୁଝର ବନଖଣ୍ଡ ଘଟଗାଁ ରେଞ୍ଜ ଅନ୍ତର୍ଗତ ବୀଣାଝରୀ ଗ୍ରାମ ନିକଟ ଘଟଗାଁ ରିଜର୍ଭ ଜଙ୍ଗଲରୁ ଗୁରୁବାର ଗ୍ରାମ ସୀମାକୁ ଚାଲିଆସିଥିବା ୩ ମାଈ ହରିଣର ମୃତ୍ୟୁ ହୋଇଛି। କୁକୁର ପଲ ଗୋଡେଇବାରୁ କେତେକ ହରିଣ ଧାଇଁ ଖଣ୍ଡିଆଖାବରା ହୋଇଥିଲେ। ସେଥିମଧ୍ୟରୁ ୩ ଆହତ ହରିଣକୁ ଉଦ୍ଧାର କରାଯାଇ ଘଟଗାଁ ପଶୁଡାକ୍ତରଖାନାକୁ ଅଣାଯାଇଥିଲା। ସେଠାରେ ହରିଣଙ୍କ ମୃତ୍ୟୁ ଘଟିଥିଲା। ଏ ନେଇ ବନାଞ୍ଚଳ ଅଧିକାରୀ ଅଶୋକ ନାୟକ କହିଛନ୍ତି ଯେ, ଶବ ବ୍ୟବଚ୍ଛେଦ ପରେ ହୃଦଘାତରେ ହରିଣ ମରିଥିବା ଜଣାପଡିଛି। ହରିଣଙ୍କୁ ସୁରକ୍ଷିତ ଜଙ୍ଗଲକୁ ଘଉଡାଇବାକୁ ଉଦ୍ୟମ କରାଯାଇଥିଲେ ହେଁ କୁକୁର ଗୋଡାଇବାରୁ ସେମାନେ ଆହତ ହୋଇଥିଲେ। ସେମାନଙ୍କ ବୟସ ୬ ମାସରୁ ୨ ବର୍ଷ ମଧ୍ୟରେ ହେବ। ଘଟଗାଁ ନିକଟ ଅଟେଇ ସଂରକ୍ଷିତ ଜଙ୍ଗଲରେ ବହୁ ସଂଖ୍ୟାରେ ହରିଣ ରହୁଛନ୍ତି। ଏହି ହରିଣମାନେ ଅନେକ ସମୟରେ ଘଟଗାଁ ରିଜର୍ଭ ଜଙ୍ଗଲକୁ ଆସି ଆଖପାଖ ଗ୍ରାମ ନିକଟରେ ଚଳପ୍ରଚଳ କରନ୍ତି। ସେମାନେ ଶିକାରୀମାନଙ୍କ ଦ୍ୱାରା ନିହତ ହୋଇଥାନ୍ତି। ନଚେତ କୁକୁର ପଲଙ୍କ ଦ୍ୱାରା ଖଣ୍ଡିଆଖାବରା ହୋଇ ମୃତାହତ ହୋଇଥାନ୍ତି। ସେମାନଙ୍କ ସୁରକ୍ଷା ପାଇଁ ସାଧାରଣରେ ଦାବି ହୋଇଆସୁଛି। <box>740 662 1103 926</box>
explanation-1: ସାଧାରଣତଃ ଗଛ ଯେତେ ବଡ଼ ଓ ଶାଖା ପ୍ରଶାଖା ସମନ୍ୱିତ ହୋଇଥାଏ ତା'ଠାରୁ ସେତେ ଅଧିକ ଛାଇ ମିଳିଥାଏ। ସେହିପରି ବଡ଼ ବା ମହତ୍ ଲୋକ ସଙ୍ଗେ ମିତ୍ରତା କଲେ ଲାଭାନ୍ୱିତ ହେବାର ଅଧିକ ସମ୍ଭାବନା ରହିଥାଏ ବୋଲି ଏଠାରେ ବର୍ଣ୍ଣନା କରାଯାଇଛି। <box>751 344 1092 389</box>
portrait-photo <box>215 1450 343 1617</box>
registration-black-dot <box>734 2500 745 2512</box>
car-card-inner <box>20 436 173 596</box>
article-headline: ୩ ମାଈ ହରିଣ ମୃତ <box>759 566 1084 619</box>
sign-10 <box>1130 1505 1477 1615</box>
category-label: to-let <box>246 1108 307 1132</box>
article-headline: ମୋବାଇଲ ବ୍ୟବହାରକୁ ନେଇ କଟକଣା <box>556 161 725 248</box>
deceased-name: Late CA B. Chandra Sekhar Subudhi <box>386 2125 520 2183</box>
masthead <box>0 0 1477 138</box>
house-icon <box>37 937 156 1022</box>
registration-yellow-dot <box>1206 2500 1218 2512</box>
photo1-name: ଭୁମି <box>260 238 276 249</box>
classified-column-2 <box>195 431 362 1337</box>
category-label: real estate <box>37 1025 156 1050</box>
sign-5 <box>1130 815 1477 926</box>
dateline: ସମ୍ବଲପୁର, ଶୁକ୍ରବାର, ୧୩ ଏପ୍ରିଲ, ୨୦୧୮ <box>22 100 304 126</box>
verse-line: ଉତ୍ତମ ପଦାର୍ଥ ପାଇ । <box>805 327 900 340</box>
ad-text: 3BR flat 1709 sqft. 3RD floor at SBI Colony, Kesura Bhubaneswar for sale. Price Rs. 55.00 Lakh. No Middle Man. Contact No: 8660695377. <box>201 566 356 705</box>
classified-ad <box>15 1705 182 1807</box>
page-number: ୪ <box>1417 34 1447 90</box>
zodiac-9-icon: ♐ <box>1150 1396 1207 1454</box>
sign-name: ମକର <box>1138 1505 1219 1528</box>
sign-prediction: ପରସ୍ପର ମିଳାମିଶାରୁ ପାରିବାରିକ ସମସ୍ୟାର ସମାଧାନ ଘଟିବ। କର୍ମକ୍ଷେତ୍ରରେ କାର୍ଯ୍ୟହାନି କିମ୍ବା ଅବହେଳା କାରଣରୁ କୈଫିୟତ ଦେବାକୁ ପଡିପାରେ। ଆର୍ଥିକ ଅନଟନ ସତ୍ତ୍ୱେ ଧାରକରଜ କରି ପରିସ୍ଥିତିକୁ ସମ୍ଭାଳି ନେବେ। ନିଜର ଇଚ୍ଛା ବିରୋରେ କୌଣସି କାମ କରି ପଶ୍ଚାତ୍ତାପ କରିବାକୁ ପଡ଼ିପାରେ। <box>1229 1368 1472 1451</box>
section-header <box>1282 28 1447 97</box>
deer-death-article <box>740 563 1103 929</box>
sign-prediction: କର୍ମକ୍ଷେତ୍ରରେ ତରବରିଆ ହୋଇ କୌଣସି କାମ କରନ୍ତୁ ନାହିଁ, ଯାହାକି ସମସ୍ୟା ସୃଷ୍ଟିର କାରଣ ହେବ। ସଭାସମିତିରେ କଥାବାର୍ତ୍ତାରେ ସଂଯମତା ରକ୍ଷା ନ କଲେ ବିବାଦଗ୍ରସ୍ତ ହୋଇ ପଡିବେ। କଳା, କ୍ରୀଡା, ସାହିତ୍ୟ, ସାମ୍ବାଦିକତା କ୍ଷେତ୍ରରେ ସଫଳତା ମିଳିପାରେ। ବହୁତ ଦିନହେଲା ଖୋଜି ଖୋଜି ଆଶା ଛାଡିଦେଇଥିବା ଜିନିଷଟି ହଠାତ ପାଇଯିବେ। <box>1229 954 1476 1054</box>
zodiac-3-icon: ♊ <box>1150 569 1207 626</box>
sign-name: କୁମ୍ଭ <box>1138 1643 1219 1666</box>
facts-title: କିଛି ତଥ୍ୟ <box>566 860 719 889</box>
name-field[interactable]: ନାମ: .............................. <box>27 205 155 218</box>
sign-prediction: ଆଜି ପରିବାରର ସୁବିଧା ଅସୁବିଧା ସମ୍ପର୍କରେ ବନ୍ଧୁଙ୍କ ସହ ଆଲୋଚନା କରିପାରନ୍ତି। ପରୋକ୍ଷ ଶତ୍ରୁତା କାରଣରୁ ସୁଯୋଗ ହରାଇବା ସକାଶେ ବ୍ୟଥିତ ହେବେ। ଭ୍ରାତୃ ସମ୍ପର୍କୀୟ ଜଣେ ବନ୍ଧୁ ଅର୍ଥ ସାହାଯ୍ୟର ପ୍ରତିଶ୍ରୁତି ଦେଇପାରନ୍ତି। ବ୍ୟବସାୟରେ ସଫଳତା ହାସଲ କରିବେ। ଯାତ୍ରାରେ ବିଳମ୍ବିତ ସମୟରେ ଲକ୍ଷ୍ୟସ୍ଥଳରେ ପହଞ୍ଚିବେ। <box>1229 255 1470 355</box>
verse-line: କାଲି ଆଇଚି ନୂଆ ବୋହୂଟି ଲୋ <box>805 411 931 423</box>
